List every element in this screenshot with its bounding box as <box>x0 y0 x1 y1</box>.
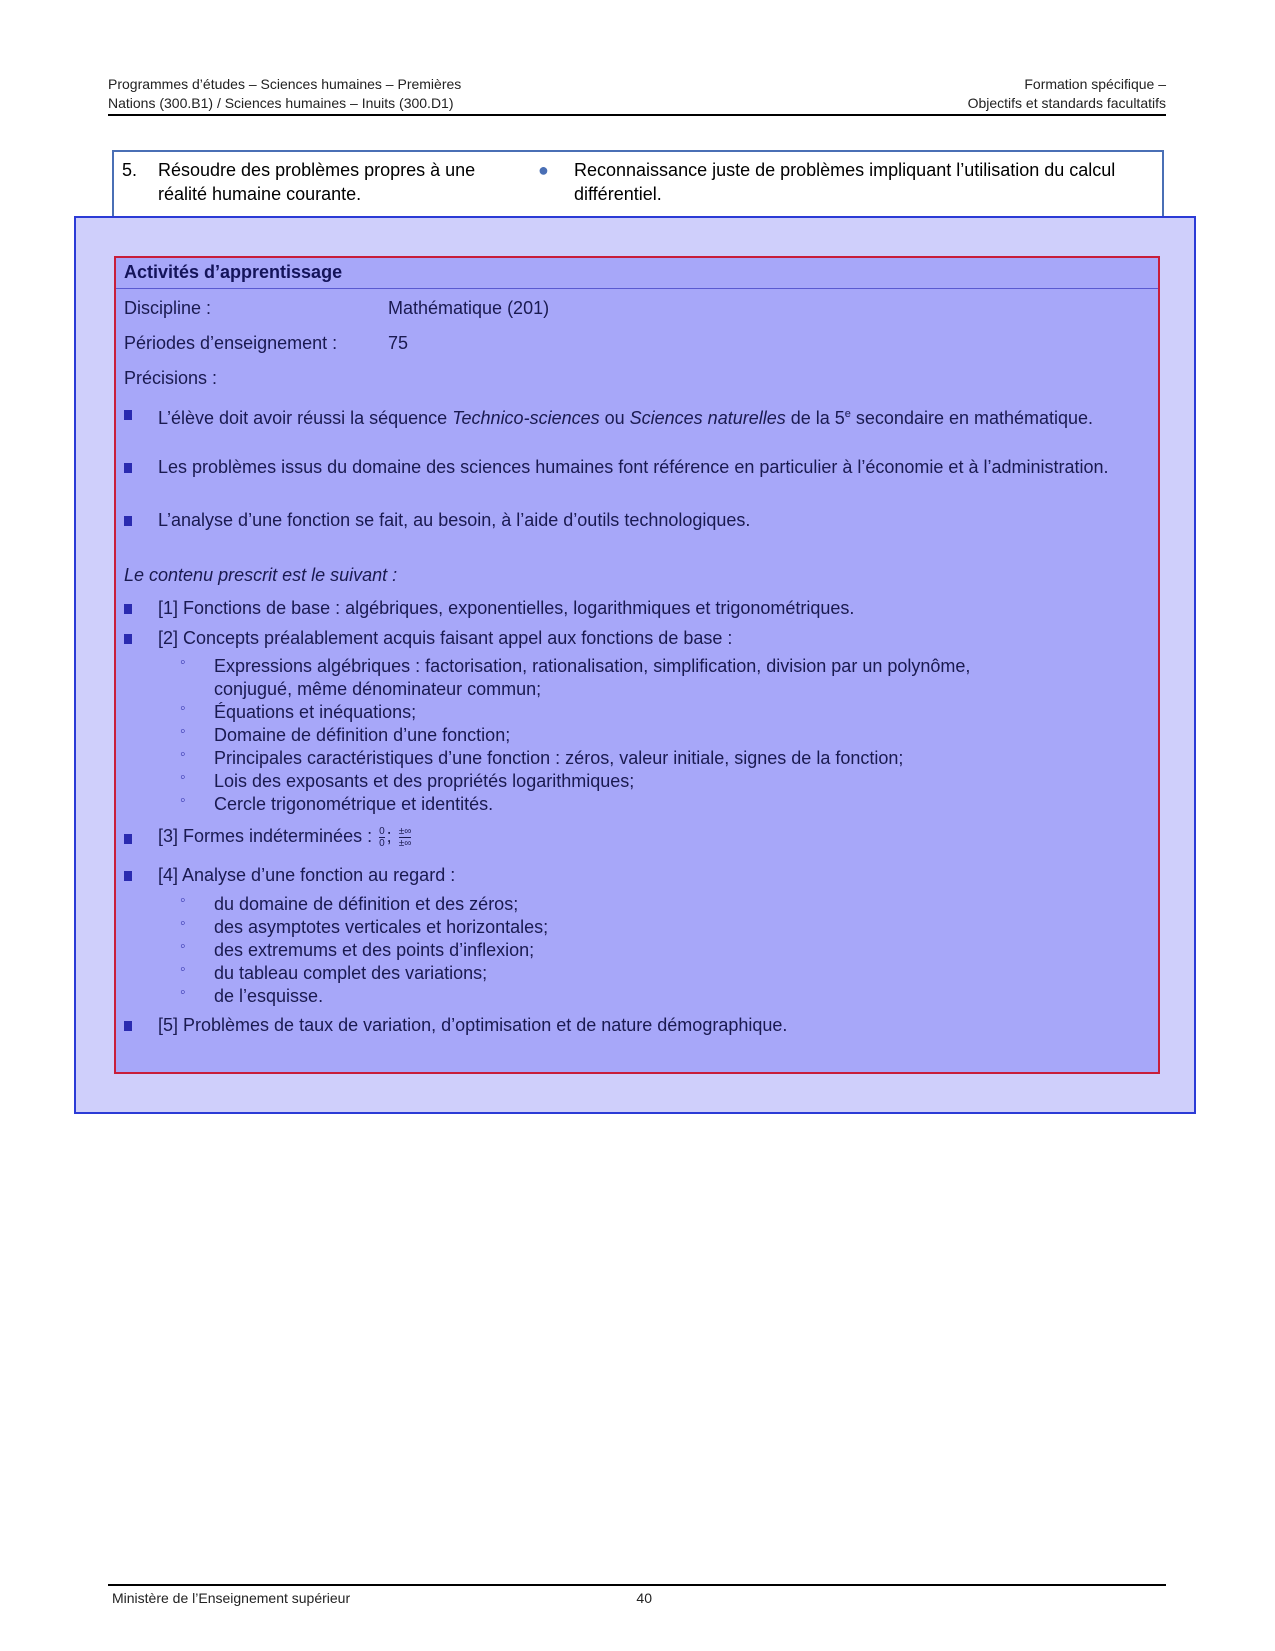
sub-bullet-icon: ◦ <box>180 654 186 671</box>
fraction-separator: ; <box>386 826 392 846</box>
objective-number: 5. <box>122 160 138 180</box>
periods-value: 75 <box>388 333 409 353</box>
sub-item: des asymptotes verticales et horizontales; <box>214 917 549 937</box>
precisions-label: Précisions : <box>124 368 218 388</box>
objective-text-line1: Résoudre des problèmes propres à une <box>158 160 476 180</box>
content-item-3-label: [3] Formes indéterminées : <box>158 826 373 846</box>
sub-item: Lois des exposants et des propriétés logarithmiques; <box>214 771 635 791</box>
sub-bullet-icon: ◦ <box>180 984 186 1001</box>
header-rule <box>108 114 1166 116</box>
precision-text: secondaire en mathématique. <box>850 408 1094 428</box>
fraction-denominator: ±∞ <box>398 837 412 849</box>
bullet-icon <box>124 634 132 644</box>
bullet-icon <box>124 516 132 526</box>
sub-item: du tableau complet des variations; <box>214 963 488 983</box>
content-item-2: [2] Concepts préalablement acquis faisant appel aux fonctions de base : <box>158 628 733 648</box>
header-left-line2: Nations (300.B1) / Sciences humaines – Inuits (300.D1) <box>108 95 454 111</box>
sub-item: Équations et inéquations; <box>214 702 417 722</box>
discipline-label: Discipline : <box>124 298 212 318</box>
bullet-icon <box>124 871 132 881</box>
fraction-denominator: 0 <box>379 837 385 849</box>
precision-text: L’élève doit avoir réussi la séquence <box>158 408 453 428</box>
content-item-4: [4] Analyse d’une fonction au regard : <box>158 865 456 885</box>
fraction-numerator: 0 <box>379 825 385 837</box>
sub-item: du domaine de définition et des zéros; <box>214 894 519 914</box>
content-item-5: [5] Problèmes de taux de variation, d’optimisation et de nature démographique. <box>158 1015 788 1035</box>
bullet-icon <box>124 410 132 420</box>
sub-item: de l’esquisse. <box>214 986 324 1006</box>
precision-emphasis: Technico-sciences <box>452 408 600 428</box>
objective-text-line2: réalité humaine courante. <box>158 184 362 204</box>
sub-bullet-icon: ◦ <box>180 723 186 740</box>
page-header <box>108 75 1166 113</box>
activities-box <box>114 256 1160 1074</box>
bullet-icon <box>124 604 132 614</box>
fraction-inf-over-inf <box>399 826 412 849</box>
sub-bullet-icon: ◦ <box>180 938 186 955</box>
header-right-line1: Formation spécifique – <box>1024 76 1166 92</box>
precision-item: Les problèmes issus du domaine des sciences humaines font référence en particulier à l’économie et à l’administration. <box>158 457 1109 477</box>
discipline-value: Mathématique (201) <box>388 298 550 318</box>
precision-item <box>158 402 1138 430</box>
content-item-3 <box>158 824 1138 849</box>
sub-bullet-icon: ◦ <box>180 961 186 978</box>
header-right-line2: Objectifs et standards facultatifs <box>967 95 1166 111</box>
page-footer <box>112 1590 652 1606</box>
bullet-icon <box>124 1021 132 1031</box>
bullet-icon <box>124 834 132 844</box>
standard-text: Reconnaissance juste de problèmes impliquant l’utilisation du calcul différentiel. <box>574 160 1116 204</box>
fraction-numerator: ±∞ <box>398 825 412 837</box>
objective-cell <box>122 158 522 206</box>
fraction-zero-over-zero <box>379 826 385 849</box>
activities-title-rule <box>116 288 1158 289</box>
page-number: 40 <box>636 1590 652 1606</box>
precision-text: ou <box>599 408 630 428</box>
sub-item: Domaine de définition d’une fonction; <box>214 725 511 745</box>
sub-bullet-icon: ◦ <box>180 915 186 932</box>
footer-ministry: Ministère de l’Enseignement supérieur <box>112 1590 351 1606</box>
activities-title: Activités d’apprentissage <box>124 262 343 282</box>
bullet-icon: ● <box>538 160 549 180</box>
sub-bullet-icon: ◦ <box>180 700 186 717</box>
footer-rule <box>108 1584 1166 1586</box>
sub-item: des extremums et des points d’inflexion; <box>214 940 535 960</box>
header-left-line1: Programmes d’études – Sciences humaines – Premières <box>108 76 462 92</box>
precision-item: L’analyse d’une fonction se fait, au besoin, à l’aide d’outils technologiques. <box>158 510 751 530</box>
sub-bullet-icon: ◦ <box>180 746 186 763</box>
content-item-1: [1] Fonctions de base : algébriques, exponentielles, logarithmiques et trigonométriques. <box>158 598 855 618</box>
precision-superscript: e <box>844 408 851 420</box>
precision-emphasis: Sciences naturelles <box>629 408 786 428</box>
sub-item: Cercle trigonométrique et identités. <box>214 794 494 814</box>
sub-item: Principales caractéristiques d’une fonction : zéros, valeur initiale, signes de la fonction; <box>214 748 904 768</box>
sub-item-continuation: conjugué, même dénominateur commun; <box>214 679 542 699</box>
sub-bullet-icon: ◦ <box>180 892 186 909</box>
bullet-icon <box>124 463 132 473</box>
sub-bullet-icon: ◦ <box>180 792 186 809</box>
periods-label: Périodes d’enseignement : <box>124 333 338 353</box>
sub-bullet-icon: ◦ <box>180 769 186 786</box>
precision-text: de la 5 <box>785 408 845 428</box>
sub-item: Expressions algébriques : factorisation, rationalisation, simplification, division par un polynôme, <box>214 656 971 676</box>
content-intro: Le contenu prescrit est le suivant : <box>124 565 398 585</box>
standard-item <box>534 158 1154 206</box>
